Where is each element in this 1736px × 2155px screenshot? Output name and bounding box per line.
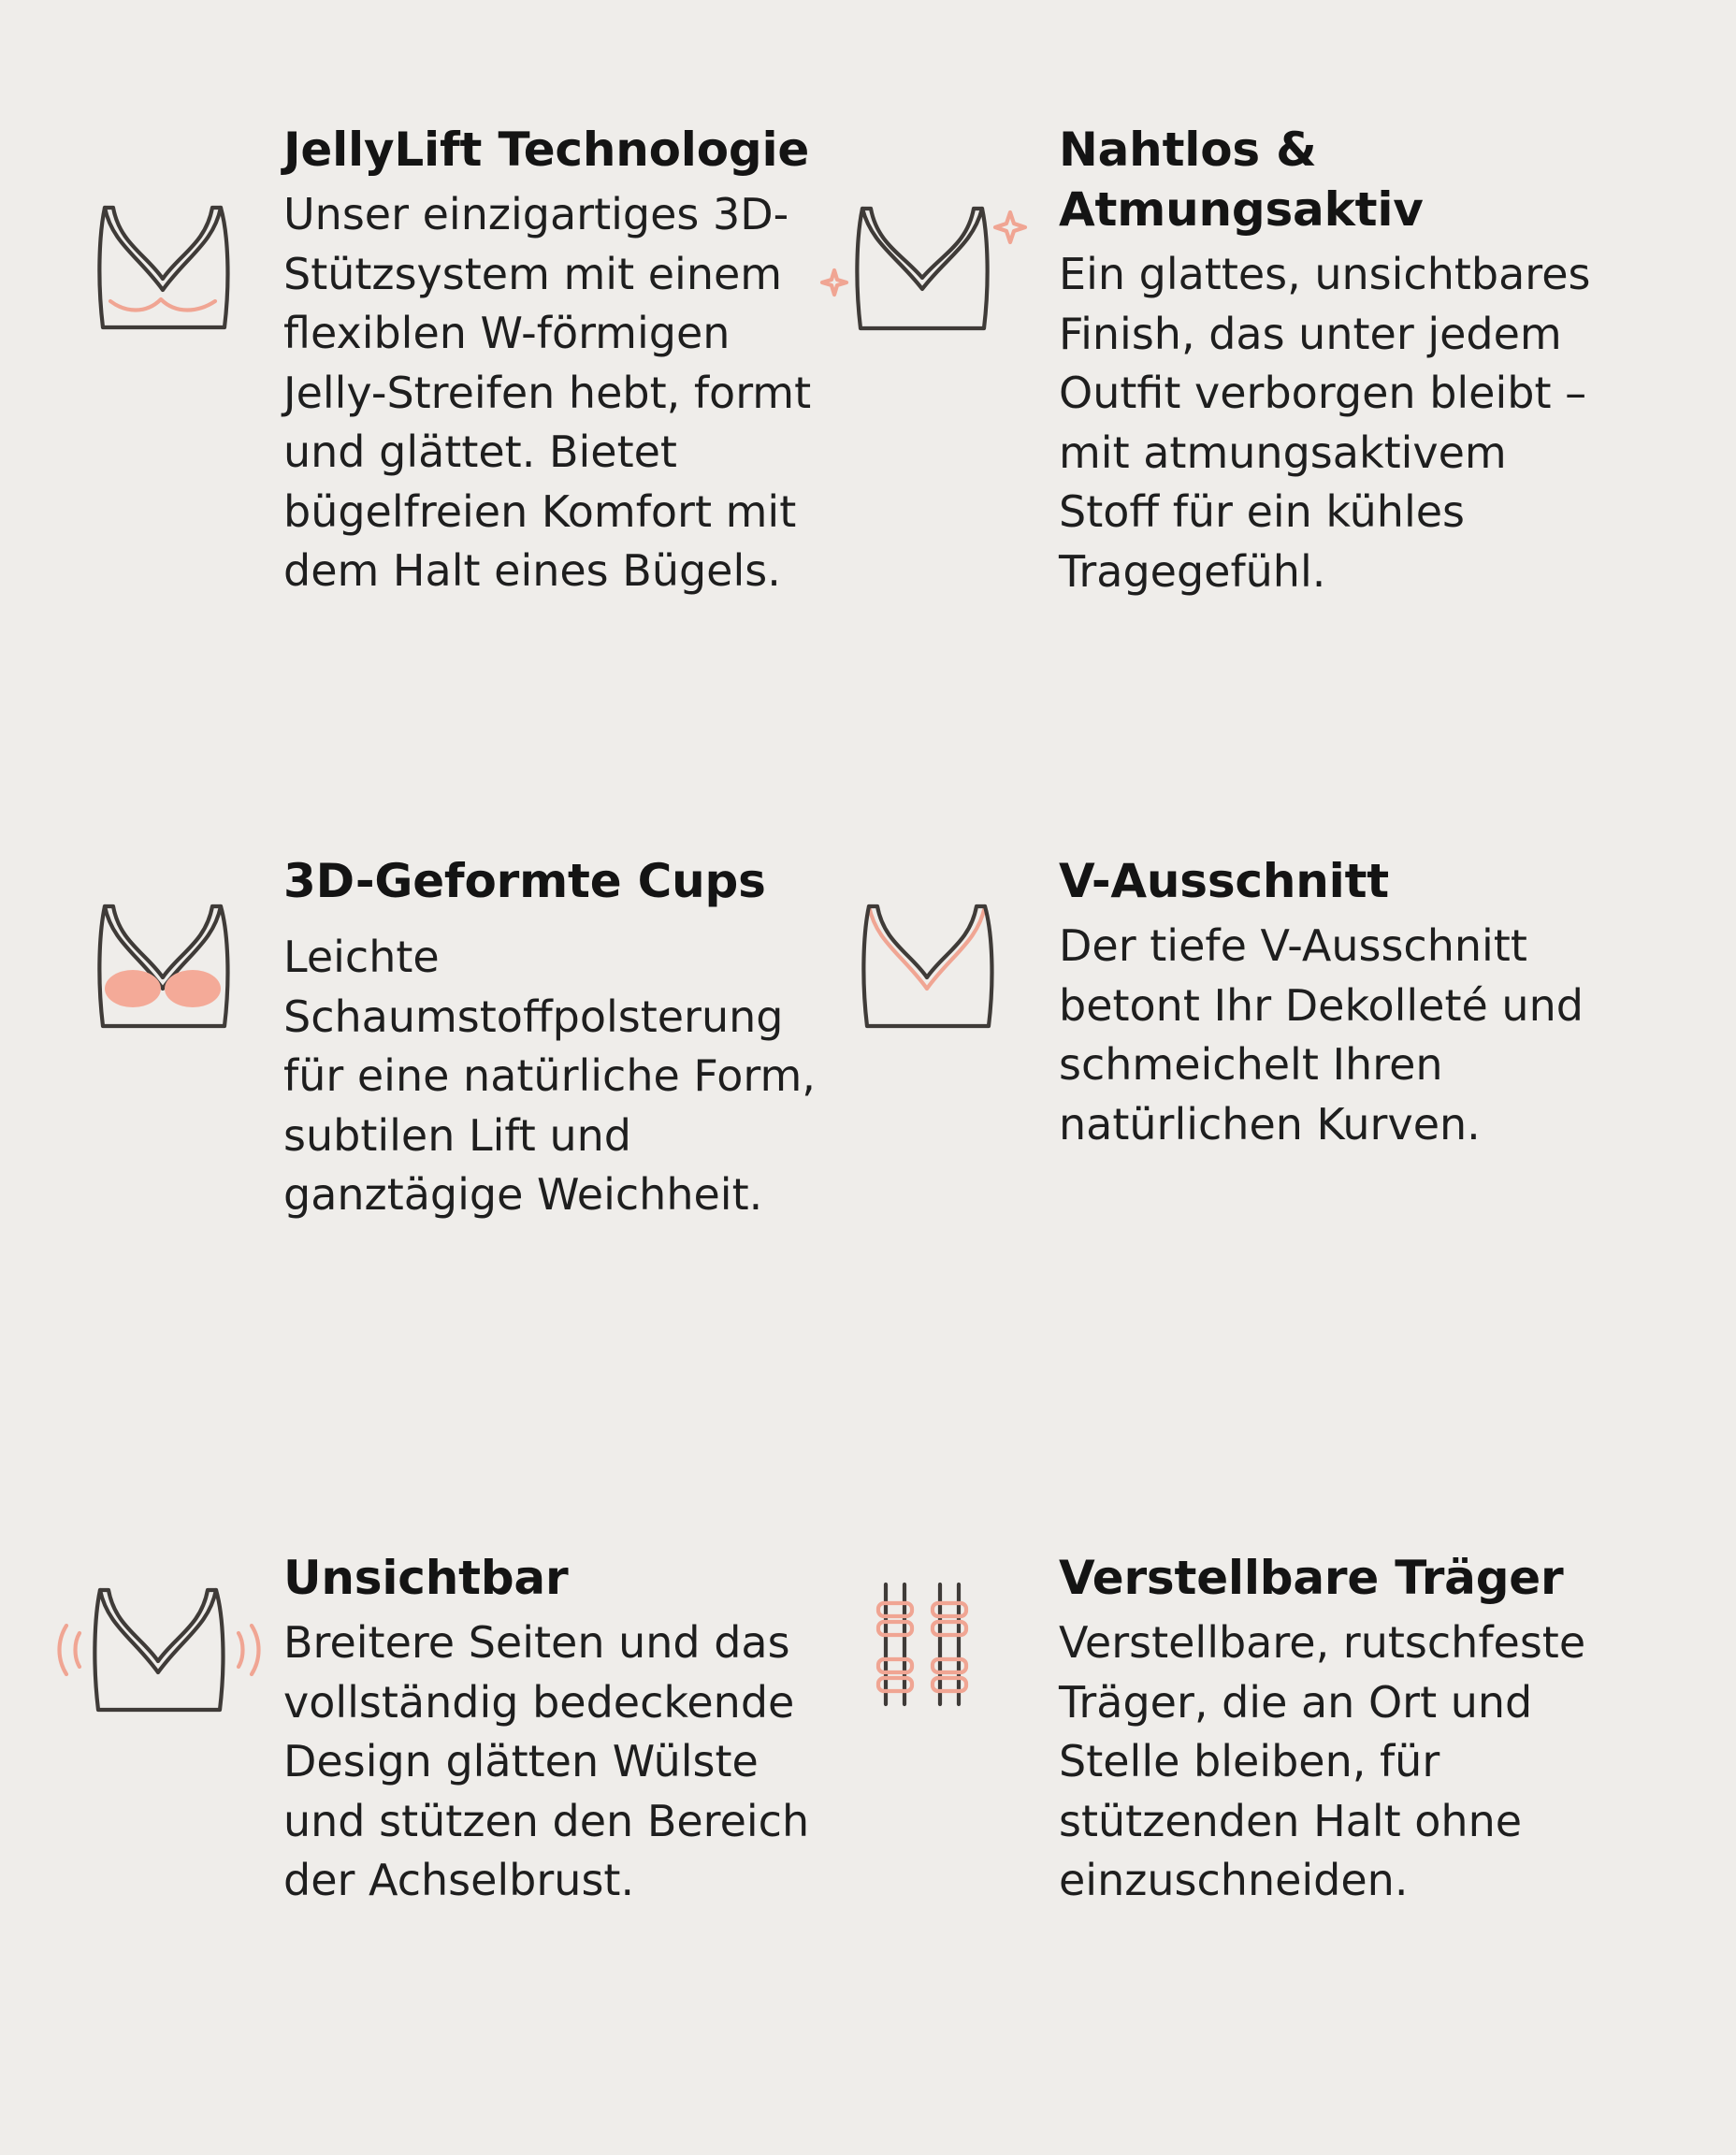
feature-title: V-Ausschnitt xyxy=(1059,854,1389,908)
feature-description: Unser einzigartiges 3D-Stützsystem mit einem flexiblen W-förmigen Jelly-Streifen hebt, formt und glättet. Bietet bügelfreien Komfort mit dem Halt eines Bügels. xyxy=(283,189,812,596)
feature-title: 3D-Geformte Cups xyxy=(283,854,766,908)
feature-title: Verstellbare Träger xyxy=(1059,1551,1564,1605)
feature-description: Ein glattes, unsichtbares Finish, das unter jedem Outfit verborgen bleibt – mit atmungsaktivem Stoff für ein kühles Tragegefühl. xyxy=(1059,249,1591,597)
feature-title: Unsichtbar xyxy=(283,1551,569,1605)
bra-jelly-strip-icon xyxy=(94,196,234,337)
feature-title: JellyLift Technologie xyxy=(283,123,810,177)
adjustable-straps-icon xyxy=(875,1581,977,1712)
bra-invisible-icon xyxy=(51,1579,267,1719)
bra-molded-cups-icon xyxy=(94,895,234,1035)
feature-description: Verstellbare, rutschfeste Träger, die an Ort und Stelle bleiben, für stützenden Halt ohne einzuschneiden. xyxy=(1059,1617,1586,1905)
feature-title: Nahtlos & Atmungsaktiv xyxy=(1059,123,1424,237)
feature-description: Breitere Seiten und das vollständig bedeckende Design glätten Wülste und stützen den Bereich der Achselbrust. xyxy=(283,1617,810,1905)
bra-sparkle-icon xyxy=(814,192,1029,341)
feature-description: Leichte Schaumstoffpolsterung für eine natürliche Form, subtilen Lift und ganztägige Weichheit. xyxy=(283,932,816,1220)
feature-description: Der tiefe V-Ausschnitt betont Ihr Dekolleté und schmeichelt Ihren natürlichen Kurven. xyxy=(1059,920,1584,1150)
bra-v-neckline-icon xyxy=(858,895,998,1035)
